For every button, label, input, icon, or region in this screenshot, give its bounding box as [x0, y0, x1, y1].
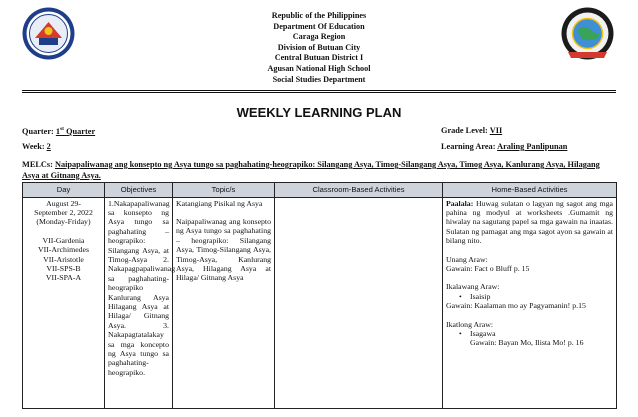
header-divider-thin [22, 92, 616, 93]
week-label: Week: [22, 142, 45, 151]
day-three-label: Ikatlong Araw: [446, 319, 493, 329]
day-cell: August 29- September 2, 2022 (Monday-Friday) VII-Gardenia VII-Archimedes VII-Aristotle VII-SPS-B VII-SPA-A [23, 197, 105, 408]
topic-title: Katangiang Pisikal ng Asya [176, 198, 263, 208]
learning-area-field [441, 142, 567, 151]
section-item: VII-SPA-A [45, 273, 82, 283]
header-block [0, 11, 638, 85]
header-line-department: Department Of Education [273, 21, 365, 31]
header-home-activities: Home-Based Activities [443, 183, 617, 198]
day-one-label: Unang Araw: [446, 254, 488, 264]
quarter-label: Quarter: [22, 126, 54, 136]
melcs-statement [22, 159, 612, 181]
grade-level-label: Grade Level: [441, 126, 488, 135]
header-line-region: Caraga Region [292, 32, 346, 42]
header-line-school: Agusan National High School [267, 63, 371, 73]
learning-area-value: Araling Panlipunan [497, 142, 568, 151]
header-topics: Topic/s [173, 183, 275, 198]
quarter-value: 1st Quarter [55, 126, 96, 136]
header-line-dept: Social Studies Department [272, 74, 366, 84]
grade-level-field [441, 126, 502, 135]
day-one-task: Gawain: Fact o Bluff p. 15 [446, 263, 530, 273]
header-day: Day [23, 183, 105, 198]
section-item: VII-Aristotle [43, 254, 84, 264]
header-classroom-activities: Classroom-Based Activities [275, 183, 443, 198]
section-item: VII-SPS-B [46, 263, 81, 273]
day-two-label: Ikalawang Araw: [446, 282, 500, 292]
section-item: VII-Gardenia [42, 235, 85, 245]
header-line-division: Division of Butuan City [277, 42, 361, 52]
header-line-republic: Republic of the Philippines [271, 11, 367, 20]
learning-plan-table [22, 182, 617, 409]
quarter-field [22, 126, 95, 136]
melcs-label: MELCs: [22, 160, 53, 169]
header-divider [22, 90, 616, 91]
table-header-row [23, 183, 617, 198]
paalala-text: Huwag sulatan o lagyan ng sagot ang mga pahina ng modyul at worksheets .Gumamit ng hiwalay na sagutang papel sa mga gawain na inaatas. Sulatan ng pamagat ang mga sagot ayon sa gawain at bilang nito. [446, 198, 613, 246]
topic-body: Naipapaliwanag ang konsepto ng Asya tungo sa paghahating – heograpiko: Silangang Asya, Timog-Silangang Asya, Timog-Asya, Kanlurang Asya, Hilagang Asya at Hilaga/ Gitnang Asya [176, 216, 271, 283]
day-three-bullet: • Isagawa [446, 329, 613, 338]
paalala-label: Paalala: [446, 198, 474, 208]
week-value: 2 [46, 142, 51, 151]
melcs-text: Naipapaliwanag ang konsepto ng Asya tungo sa paghahating-heograpiko: Silangang Asya, Timog-Silangang Asya, Timog Asya, Kanlurang Asya, Hilagang Asya at Gitnang Asya. [22, 160, 600, 180]
learning-area-label: Learning Area: [441, 142, 496, 151]
topics-cell [173, 197, 275, 408]
week-field [22, 142, 51, 151]
grade-level-value: VII [489, 126, 503, 135]
table-row [23, 197, 617, 408]
objectives-cell: 1.Nakapapaliwanag sa konsepto ng Asya tungo sa paghahating – heograpiko: Silangang Asya, at Timog-Asya 2. Nakapagpapaliwanag sa paghahating-heograpiko Kanlurang Asya Hilagang Asya at Hilaga/ Gitnang Asya. 3. Nakapagtatalakay sa mga koncepto ng Asya tungo sa paghahating-heograpiko. [105, 197, 173, 408]
page-title: WEEKLY LEARNING PLAN [236, 105, 402, 120]
classroom-activities-cell [275, 197, 443, 408]
day-three-task: Gawain: Bayan Mo, Ilista Mo! p. 16 [470, 338, 584, 348]
day-two-bullet: • Isaisip [446, 292, 613, 301]
day-two-task: Gawain: Kaalaman mo ay Pagyamanin! p.15 [446, 301, 586, 311]
header-objectives: Objectives [105, 183, 173, 198]
header-line-district: Central Butuan District I [274, 53, 364, 63]
home-activities-cell [443, 197, 617, 408]
section-item: VII-Archimedes [37, 245, 90, 255]
